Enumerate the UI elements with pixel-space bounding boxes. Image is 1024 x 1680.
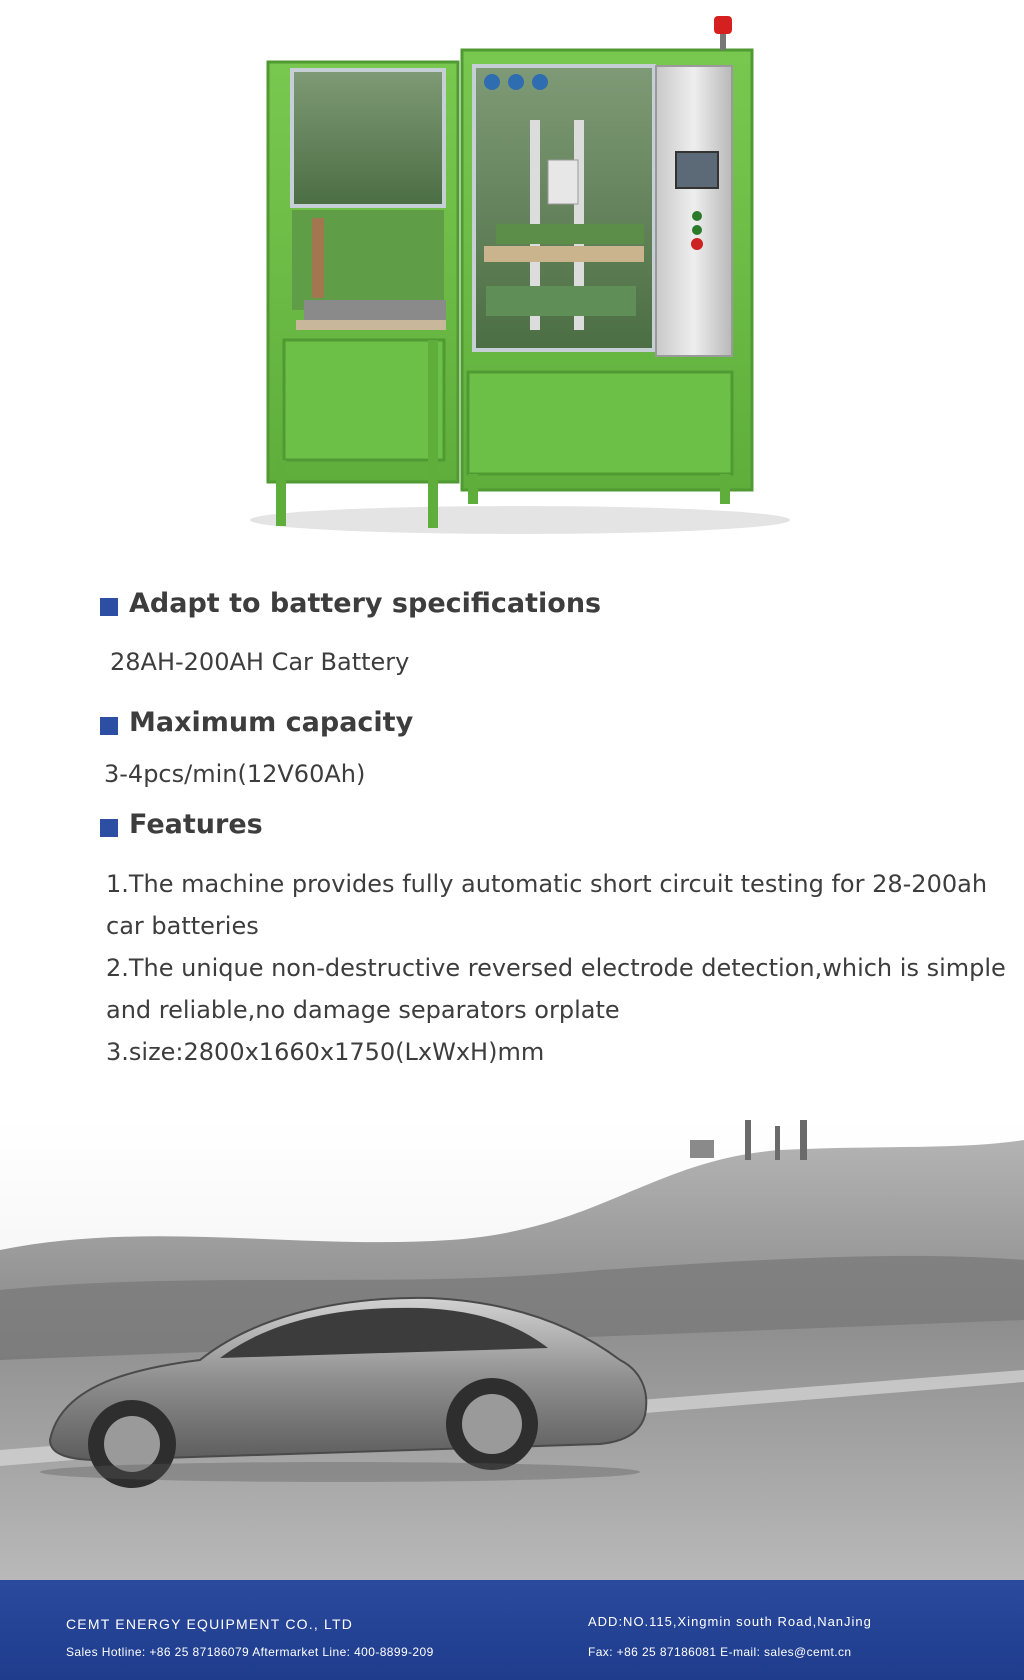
feature-line: and reliable,no damage separators orplate — [106, 996, 620, 1024]
feature-line: 2.The unique non-destructive reversed electrode detection,which is simple — [106, 954, 1006, 982]
spec-heading-features — [100, 809, 263, 840]
footer-sales-hotline: Sales Hotline: +86 25 87186079 Aftermarket Line: 400-8899-209 — [66, 1645, 434, 1659]
footer-address: ADD:NO.115,Xingmin south Road,NanJing — [588, 1614, 872, 1629]
spec-value-battery: 28AH-200AH Car Battery — [110, 648, 410, 676]
footer-company-name: CEMT ENERGY EQUIPMENT CO., LTD — [66, 1616, 354, 1632]
bullet-square-icon — [100, 598, 118, 616]
footer-fax-email: Fax: +86 25 87186081 E-mail: sales@cemt.cn — [588, 1645, 852, 1659]
spec-heading-battery — [100, 588, 601, 619]
spec-heading-capacity — [100, 707, 413, 738]
machine-image — [0, 0, 1024, 560]
bullet-square-icon — [100, 717, 118, 735]
footer — [0, 1580, 1024, 1680]
spec-value-capacity: 3-4pcs/min(12V60Ah) — [104, 760, 366, 788]
spec-heading-features-label: Features — [129, 809, 263, 840]
car-landscape-image — [0, 1120, 1024, 1580]
feature-line: car batteries — [106, 912, 259, 940]
feature-line: 3.size:2800x1660x1750(LxWxH)mm — [106, 1038, 545, 1066]
spec-heading-capacity-label: Maximum capacity — [129, 707, 414, 738]
feature-line: 1.The machine provides fully automatic short circuit testing for 28-200ah — [106, 870, 988, 898]
bullet-square-icon — [100, 819, 118, 837]
spec-heading-battery-label: Adapt to battery specifications — [129, 588, 602, 619]
